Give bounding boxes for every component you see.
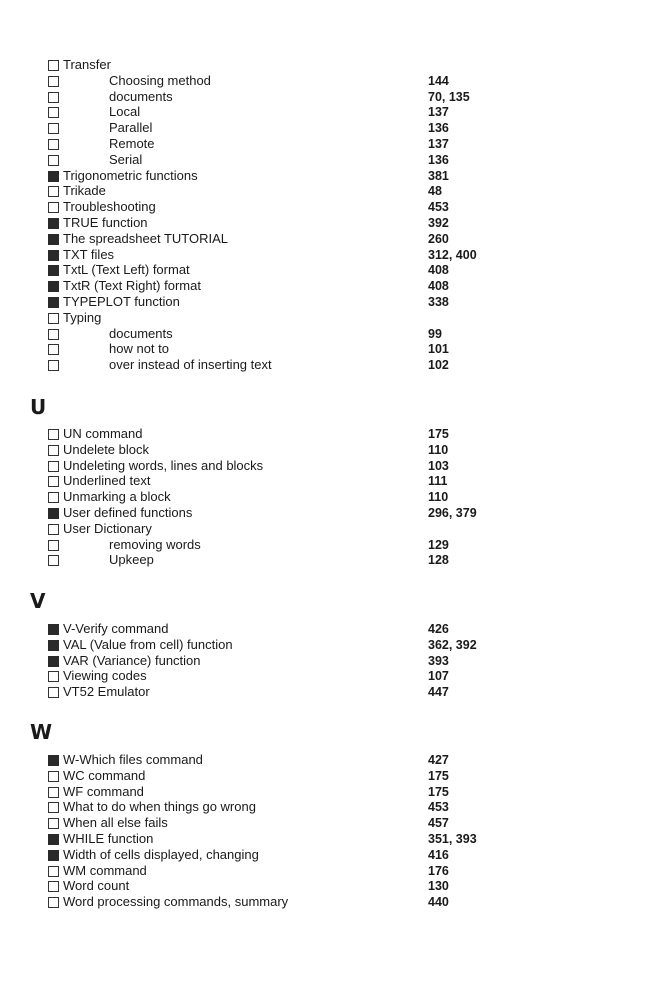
- index-entry: [48, 294, 608, 310]
- entry-pages: 175: [428, 768, 449, 783]
- entry-label: Remote: [109, 136, 155, 151]
- empty-square-icon: [48, 344, 59, 355]
- index-entry: [48, 278, 608, 294]
- entry-label: WHILE function: [63, 831, 154, 846]
- filled-square-icon: [48, 640, 59, 651]
- empty-square-icon: [48, 92, 59, 103]
- empty-square-icon: [48, 476, 59, 487]
- entry-pages: 137: [428, 137, 449, 151]
- empty-square-icon: [48, 802, 59, 813]
- index-entry: [48, 199, 608, 215]
- index-entry: [48, 799, 608, 815]
- entry-label: Word count: [63, 878, 130, 894]
- index-subentry: [48, 120, 608, 136]
- empty-square-icon: [48, 360, 59, 371]
- index-entry: [48, 684, 608, 700]
- entry-label: Trigonometric functions: [63, 167, 198, 183]
- entry-pages: 393: [428, 653, 449, 668]
- index-entry: [48, 168, 608, 184]
- empty-square-icon: [48, 866, 59, 877]
- index-subentry: [48, 552, 608, 568]
- index-entry: [48, 621, 608, 637]
- entry-label: Width of cells displayed, changing: [63, 846, 259, 862]
- entry-pages: 453: [428, 200, 449, 215]
- entry-pages: 144: [428, 73, 449, 88]
- entry-label: Serial: [109, 151, 143, 167]
- empty-square-icon: [48, 155, 59, 166]
- empty-square-icon: [48, 107, 59, 118]
- index-subentry: [48, 136, 608, 152]
- entry-label: WM command: [63, 862, 147, 878]
- empty-square-icon: [48, 897, 59, 908]
- index-entry: [48, 310, 608, 326]
- filled-square-icon: [48, 297, 59, 308]
- entry-label: documents: [109, 88, 173, 104]
- entry-pages: 99: [428, 326, 442, 341]
- entry-pages: 260: [428, 231, 449, 246]
- filled-square-icon: [48, 234, 59, 245]
- entry-pages: 107: [428, 669, 449, 684]
- entry-pages: 137: [428, 105, 449, 120]
- index-subentry: [48, 73, 608, 89]
- entry-label: Typing: [63, 309, 102, 325]
- entry-label: The spreadsheet TUTORIAL: [63, 230, 228, 246]
- entry-label: User Dictionary: [63, 520, 152, 536]
- entry-pages: 175: [428, 427, 449, 441]
- entry-pages: 408: [428, 279, 449, 294]
- empty-square-icon: [48, 123, 59, 134]
- index-subentry: [48, 357, 608, 373]
- index-entry: [48, 442, 608, 458]
- index-subentry: [48, 326, 608, 342]
- index-subentry: [48, 537, 608, 553]
- entry-pages: 408: [428, 263, 449, 278]
- entry-label: Trikade: [63, 183, 106, 199]
- empty-square-icon: [48, 881, 59, 892]
- entry-label: Undeleting words, lines and blocks: [63, 457, 264, 473]
- filled-square-icon: [48, 265, 59, 276]
- index-subentry: [48, 104, 608, 120]
- filled-square-icon: [48, 508, 59, 519]
- entry-label: When all else fails: [63, 815, 168, 831]
- entry-label: TYPEPLOT function: [63, 294, 180, 309]
- index-entry: [48, 863, 608, 879]
- empty-square-icon: [48, 524, 59, 535]
- index-entry: [48, 894, 608, 910]
- entry-pages: 110: [428, 442, 449, 457]
- entry-pages: 136: [428, 121, 449, 136]
- empty-square-icon: [48, 492, 59, 503]
- entry-label: Troubleshooting: [63, 199, 156, 215]
- index-entry: [48, 505, 608, 521]
- entry-pages: 312, 400: [428, 247, 477, 262]
- entry-label: User defined functions: [63, 505, 193, 520]
- entry-label: Unmarking a block: [63, 489, 171, 505]
- index-entry: [48, 473, 608, 489]
- entry-pages: 392: [428, 216, 449, 230]
- entry-label: over instead of inserting text: [109, 357, 272, 373]
- filled-square-icon: [48, 834, 59, 845]
- filled-square-icon: [48, 755, 59, 766]
- empty-square-icon: [48, 671, 59, 682]
- empty-square-icon: [48, 186, 59, 197]
- entry-pages: 176: [428, 863, 449, 878]
- empty-square-icon: [48, 202, 59, 213]
- empty-square-icon: [48, 540, 59, 551]
- entry-label: UN command: [63, 426, 143, 441]
- entry-label: W-Which files command: [63, 752, 203, 767]
- entry-pages: 362, 392: [428, 637, 477, 652]
- index-entry: [48, 183, 608, 199]
- entry-pages: 440: [428, 895, 449, 910]
- entry-label: removing words: [109, 536, 201, 552]
- entry-pages: 136: [428, 152, 449, 167]
- entry-label: VT52 Emulator: [63, 684, 150, 700]
- section-heading: U: [30, 395, 47, 419]
- entry-pages: 111: [428, 474, 448, 489]
- filled-square-icon: [48, 171, 59, 182]
- section-heading: V: [30, 589, 46, 613]
- entry-pages: 175: [428, 784, 449, 799]
- entry-pages: 128: [428, 553, 449, 568]
- index-subentry: [48, 341, 608, 357]
- index-entry: [48, 231, 608, 247]
- empty-square-icon: [48, 461, 59, 472]
- entry-label: Local: [109, 104, 141, 120]
- index-entry: [48, 653, 608, 669]
- entry-label: What to do when things go wrong: [63, 799, 256, 815]
- entry-label: WF command: [63, 783, 144, 799]
- index-entry: [48, 815, 608, 831]
- index-entry: [48, 489, 608, 505]
- empty-square-icon: [48, 76, 59, 87]
- index-subentry: [48, 89, 608, 105]
- entry-pages: 103: [428, 458, 449, 473]
- empty-square-icon: [48, 429, 59, 440]
- index-entry: [48, 57, 608, 73]
- entry-label: Underlined text: [63, 473, 151, 489]
- entry-pages: 457: [428, 816, 449, 831]
- index-entry: [48, 768, 608, 784]
- entry-pages: 338: [428, 295, 449, 309]
- index-entry: [48, 521, 608, 537]
- entry-label: Word processing commands, summary: [63, 894, 289, 910]
- entry-pages: 296, 379: [428, 506, 477, 520]
- entry-pages: 48: [428, 184, 442, 199]
- entry-pages: 70, 135: [428, 89, 470, 104]
- filled-square-icon: [48, 850, 59, 861]
- entry-label: WC command: [63, 767, 146, 783]
- index-entry: [48, 426, 608, 442]
- filled-square-icon: [48, 656, 59, 667]
- filled-square-icon: [48, 218, 59, 229]
- empty-square-icon: [48, 313, 59, 324]
- entry-pages: 129: [428, 537, 449, 552]
- index-subentry: [48, 152, 608, 168]
- index-entry: [48, 752, 608, 768]
- empty-square-icon: [48, 771, 59, 782]
- entry-label: documents: [109, 325, 173, 341]
- index-entry: [48, 637, 608, 653]
- entry-label: VAR (Variance) function: [63, 652, 201, 668]
- index-entry: [48, 784, 608, 800]
- empty-square-icon: [48, 329, 59, 340]
- index-entry: [48, 878, 608, 894]
- entry-label: TXT files: [63, 246, 115, 262]
- entry-label: Parallel: [109, 120, 153, 136]
- index-entry: [48, 247, 608, 263]
- index-entry: [48, 831, 608, 847]
- entry-pages: 130: [428, 879, 449, 894]
- index-entry: [48, 668, 608, 684]
- empty-square-icon: [48, 818, 59, 829]
- filled-square-icon: [48, 250, 59, 261]
- empty-square-icon: [48, 60, 59, 71]
- entry-pages: 426: [428, 622, 449, 636]
- entry-pages: 110: [428, 490, 449, 505]
- entry-pages: 102: [428, 358, 449, 373]
- entry-pages: 416: [428, 847, 449, 862]
- empty-square-icon: [48, 555, 59, 566]
- entry-label: Transfer: [63, 57, 111, 72]
- filled-square-icon: [48, 281, 59, 292]
- entry-pages: 101: [428, 342, 449, 357]
- empty-square-icon: [48, 445, 59, 456]
- entry-label: how not to: [109, 341, 169, 357]
- filled-square-icon: [48, 624, 59, 635]
- entry-label: TRUE function: [63, 215, 148, 230]
- index-entry: [48, 262, 608, 278]
- entry-label: Choosing method: [109, 72, 211, 88]
- index-entry: [48, 215, 608, 231]
- index-entry: [48, 458, 608, 474]
- entry-label: TxtR (Text Right) format: [63, 278, 201, 294]
- entry-pages: 381: [428, 168, 449, 183]
- entry-label: VAL (Value from cell) function: [63, 636, 233, 652]
- entry-label: Undelete block: [63, 441, 149, 457]
- empty-square-icon: [48, 687, 59, 698]
- entry-pages: 447: [428, 685, 449, 700]
- section-heading: W: [30, 720, 53, 744]
- entry-pages: 453: [428, 800, 449, 815]
- entry-label: Upkeep: [109, 552, 154, 568]
- entry-label: TxtL (Text Left) format: [63, 262, 190, 278]
- entry-pages: 427: [428, 753, 449, 767]
- entry-pages: 351, 393: [428, 832, 477, 846]
- empty-square-icon: [48, 139, 59, 150]
- entry-label: V-Verify command: [63, 621, 169, 636]
- entry-label: Viewing codes: [63, 668, 147, 684]
- empty-square-icon: [48, 787, 59, 798]
- index-entry: [48, 847, 608, 863]
